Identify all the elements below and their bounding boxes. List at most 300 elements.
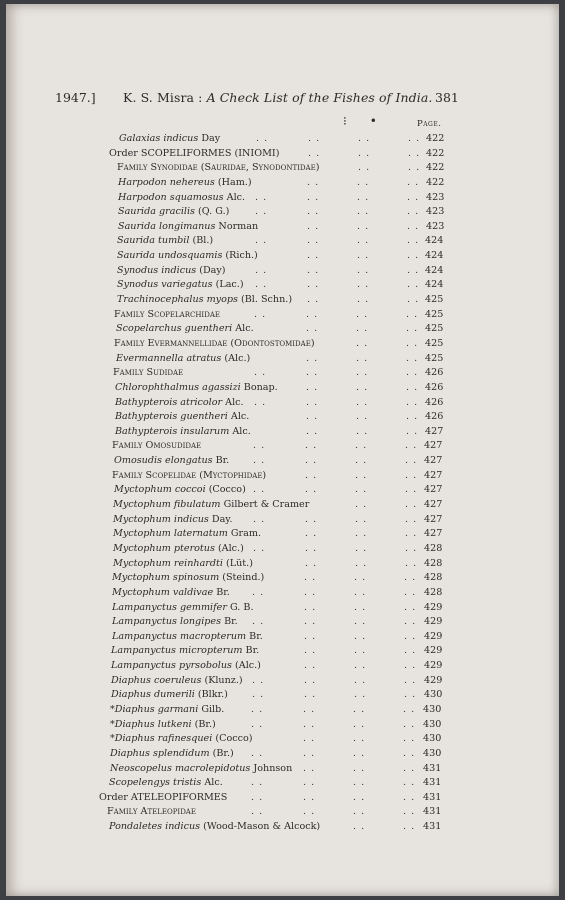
dot-leader: . . [254, 396, 267, 408]
species-name: Myctophum coccoi [114, 484, 206, 496]
checklist-row [6, 719, 559, 734]
authority: (Cocco) [205, 484, 246, 496]
species-entry [112, 616, 238, 627]
dot-leader: . . [306, 352, 319, 364]
page-reference: 429 [424, 660, 443, 672]
authority: Br. [213, 586, 230, 598]
dot-leader: . . [356, 308, 369, 320]
page-reference: 424 [425, 279, 444, 291]
authority: Alc. [201, 777, 223, 789]
dot-leader: . . [354, 660, 367, 672]
checklist-row [6, 323, 559, 338]
checklist-row [6, 763, 559, 778]
page-reference: 427 [424, 469, 443, 481]
species-entry [114, 455, 229, 466]
checklist-row [6, 602, 559, 617]
dot-leader: . . [407, 279, 420, 291]
dot-leader: . . [405, 455, 418, 467]
authority: Br. [242, 645, 260, 657]
dot-leader: . . [252, 674, 265, 686]
family-entry [113, 367, 183, 378]
dot-leader: . . [405, 440, 418, 452]
authority: (Steind.) [219, 572, 265, 584]
dot-leader: . . [356, 381, 369, 393]
dot-leader: . . [251, 806, 264, 818]
authority: (Alc.) [214, 542, 244, 554]
page-reference: 424 [425, 264, 444, 276]
species-name: Saurida gracilis [118, 206, 195, 218]
dot-leader: . . [403, 806, 416, 818]
page-reference: 427 [424, 513, 443, 525]
checklist-row [6, 792, 559, 807]
page-column-header: Page. [417, 119, 442, 129]
authority: (Br.) [191, 718, 216, 730]
checklist-row [6, 528, 559, 543]
species-entry [115, 397, 244, 408]
species-name: Galaxias indicus [119, 133, 199, 144]
dot-leader: . . [405, 469, 418, 481]
authority: Alc. [227, 411, 250, 423]
page-reference: 427 [424, 499, 443, 511]
dot-leader: . . [354, 601, 367, 613]
dot-leader: . . [307, 176, 320, 188]
header-page-number: 381 [435, 90, 459, 105]
checklist-row [6, 338, 559, 353]
dot-leader: . . [353, 821, 366, 833]
checklist-row [6, 470, 559, 485]
dot-leader: . . [304, 674, 317, 686]
dot-leader: . . [307, 279, 320, 291]
species-entry [115, 426, 251, 437]
species-name: Saurida undosquamis [117, 250, 223, 262]
page-reference: 429 [424, 674, 443, 686]
dot-leader: . . [403, 762, 416, 774]
dot-leader: . . [353, 733, 366, 745]
page-reference: 422 [426, 176, 445, 188]
page-reference: 429 [424, 616, 443, 628]
dot-leader: . . [404, 674, 417, 686]
authority: Gilbert & Cramer [220, 499, 310, 511]
page-reference: 426 [425, 381, 444, 393]
dot-leader: . . [306, 308, 319, 320]
dot-leader: . . [307, 250, 320, 262]
family-entry [107, 806, 196, 817]
dot-leader: . . [405, 499, 418, 511]
authority: Gilb. [198, 703, 225, 715]
dot-leader: . . [308, 147, 321, 159]
dot-leader: . . [307, 294, 320, 306]
dot-leader: . . [305, 513, 318, 525]
dot-leader: . . [303, 733, 316, 745]
dot-leader: . . [305, 542, 318, 554]
checklist-row [6, 294, 559, 309]
authority: (Lac.) [212, 279, 244, 291]
dot-leader: . . [308, 133, 321, 144]
checklist-row [6, 689, 559, 704]
species-name: *Diaphus lutkeni [110, 718, 192, 730]
dot-leader: . . [305, 557, 318, 569]
checklist-row [6, 367, 559, 382]
species-entry [117, 294, 292, 305]
dot-leader: . . [355, 455, 368, 467]
checklist-row [6, 572, 559, 587]
dot-leader: . . [254, 308, 267, 320]
family-name: Family Sudidae [113, 367, 184, 379]
checklist-row [6, 645, 559, 660]
dot-leader: . . [305, 440, 318, 452]
page-reference: 430 [423, 718, 442, 730]
species-entry [110, 704, 224, 715]
authority: (Alc.) [231, 660, 261, 672]
checklist-row [6, 484, 559, 499]
page-reference: 425 [425, 337, 444, 349]
dot-leader: . . [255, 264, 268, 276]
dot-leader: . . [355, 528, 368, 540]
authority: Alc. [232, 323, 254, 335]
dot-leader: . . [358, 162, 371, 174]
page-reference: 424 [425, 250, 444, 262]
checklist-row [6, 660, 559, 675]
page-reference: 427 [424, 484, 443, 496]
species-entry [118, 206, 229, 217]
dot-leader: . . [355, 440, 368, 452]
header-title [123, 90, 432, 105]
authority: Alc. [222, 396, 244, 408]
species-entry [117, 265, 226, 276]
dot-leader: . . [405, 513, 418, 525]
dot-leader: . . [251, 718, 264, 730]
species-entry [110, 748, 234, 759]
dot-leader: . . [407, 220, 420, 232]
species-entry [110, 733, 253, 744]
species-entry [112, 602, 254, 613]
dot-leader: . . [306, 323, 319, 335]
species-entry [119, 133, 220, 144]
species-entry [117, 250, 258, 261]
authority: Br. [212, 455, 230, 467]
page-reference: 431 [423, 806, 442, 818]
dot-leader: . . [356, 337, 369, 349]
dot-leader: . . [303, 703, 316, 715]
order-entry [99, 792, 227, 803]
header-year: 1947.] [55, 90, 96, 105]
checklist-row [6, 704, 559, 719]
dot-leader: . . [405, 542, 418, 554]
authority: (Day) [196, 264, 226, 276]
page-reference: 430 [423, 747, 442, 759]
dot-leader: . . [404, 586, 417, 598]
page-reference: 423 [426, 220, 445, 232]
species-name: Neoscopelus macrolepidotus [110, 762, 251, 774]
dot-leader: . . [406, 425, 419, 437]
dot-leader: . . [307, 220, 320, 232]
page-reference: 425 [425, 294, 444, 306]
authority: (Cocco) [212, 733, 253, 745]
checklist-row [6, 675, 559, 690]
species-entry [111, 689, 228, 700]
species-name: Pondaletes indicus [109, 821, 201, 833]
dot-leader: . . [354, 674, 367, 686]
page-reference: 422 [426, 162, 445, 174]
family-name: Family Ateleopidae [107, 806, 196, 818]
dot-leader: . . [356, 411, 369, 423]
checklist-row [6, 177, 559, 192]
family-name: Family Scopelidae (Myctophidae) [112, 469, 267, 481]
family-name: Family Omosudidae [112, 440, 202, 452]
dot-leader: . . [404, 645, 417, 657]
dot-leader: . . [251, 791, 264, 803]
dot-leader: . . [356, 367, 369, 379]
species-entry [112, 631, 263, 642]
dot-leader: . . [406, 323, 419, 335]
species-name: Harpodon nehereus [118, 176, 215, 188]
order-entry [109, 148, 279, 159]
species-entry [113, 514, 232, 525]
checklist-row [6, 279, 559, 294]
species-name: Diaphus dumerili [111, 689, 195, 701]
family-entry [114, 338, 315, 349]
species-entry [118, 221, 258, 232]
page-reference: 428 [424, 586, 443, 598]
species-name: Trachinocephalus myops [117, 294, 238, 306]
checklist-row [6, 631, 559, 646]
checklist-row [6, 309, 559, 324]
dot-leader: . . [354, 586, 367, 598]
dot-leader: . . [303, 791, 316, 803]
checklist-row [6, 235, 559, 250]
dot-leader: . . [355, 513, 368, 525]
dot-leader: . . [255, 279, 268, 291]
authority: (Rich.) [222, 250, 258, 262]
dot-leader: . . [253, 455, 266, 467]
dot-leader: . . [354, 689, 367, 701]
dot-leader: . . [303, 806, 316, 818]
dot-leader: . . [307, 235, 320, 247]
dot-leader: . . [355, 499, 368, 511]
species-name: Bathypterois insularum [115, 425, 230, 437]
species-name: Myctophum valdivae [112, 586, 214, 598]
dot-leader: . . [406, 352, 419, 364]
species-name: Myctophum laternatum [113, 528, 228, 540]
species-name: Bathypterois guentheri [115, 411, 228, 423]
page-reference: 423 [426, 191, 445, 203]
dot-leader: . . [304, 660, 317, 672]
dot-leader: . . [406, 381, 419, 393]
checklist-row [6, 162, 559, 177]
species-name: Myctophum fibulatum [113, 499, 221, 511]
authority: Day [198, 133, 221, 144]
dot-leader: . . [354, 645, 367, 657]
species-entry [117, 235, 213, 246]
species-name: Synodus indicus [117, 264, 197, 276]
checklist-row [6, 426, 559, 441]
dot-leader: . . [355, 484, 368, 496]
species-name: Evermannella atratus [116, 352, 222, 364]
authority: Alc. [229, 425, 251, 437]
dot-leader: . . [305, 484, 318, 496]
species-name: Scopelengys tristis [109, 777, 202, 789]
dot-leader: . . [405, 484, 418, 496]
checklist-row [6, 221, 559, 236]
dot-leader: . . [307, 264, 320, 276]
dot-leader: . . [306, 396, 319, 408]
dot-leader: . . [355, 557, 368, 569]
dot-leader: . . [303, 762, 316, 774]
species-name: Myctophum spinosum [112, 572, 220, 584]
dot-leader: . . [356, 352, 369, 364]
dot-leader: . . [353, 762, 366, 774]
dot-leader: . . [305, 455, 318, 467]
dot-leader: . . [357, 279, 370, 291]
page-reference: 431 [423, 762, 442, 774]
species-entry [109, 821, 320, 832]
species-name: Myctophum pterotus [113, 542, 215, 554]
dot-leader: . . [304, 689, 317, 701]
checklist-row [6, 455, 559, 470]
dot-leader: . . [305, 469, 318, 481]
species-name: *Diaphus garmani [110, 703, 199, 715]
page-reference: 425 [425, 323, 444, 335]
dot-leader: . . [407, 250, 420, 262]
species-name: Saurida longimanus [118, 220, 216, 232]
dot-leader: . . [407, 191, 420, 203]
checklist-row [6, 353, 559, 368]
page-reference: 431 [423, 791, 442, 803]
dot-leader: . . [353, 703, 366, 715]
checklist-row [6, 133, 559, 148]
dot-leader: . . [353, 806, 366, 818]
dot-leader: . . [254, 367, 267, 379]
page-reference: 427 [424, 455, 443, 467]
species-name: Lampanyctus gemmifer [112, 601, 227, 613]
dot-leader: . . [354, 572, 367, 584]
dot-leader: . . [353, 718, 366, 730]
authority: Johnson [250, 762, 293, 774]
family-name: Family Scopelarchidae [114, 308, 220, 320]
dot-leader: . . [306, 367, 319, 379]
dot-leader: . . [255, 191, 268, 203]
family-name: Family Evermannellidae (Odontostomidae) [114, 337, 315, 349]
dot-leader: . . [407, 206, 420, 218]
species-name: Myctophum indicus [113, 513, 209, 525]
family-entry [112, 440, 201, 451]
dot-leader: . . [251, 747, 264, 759]
authority: (Bl. Schn.) [237, 294, 293, 306]
species-entry [112, 572, 264, 583]
page-reference: 430 [423, 703, 442, 715]
checklist-row [6, 821, 559, 836]
dot-leader: . . [406, 308, 419, 320]
header-author: K. S. Misra : [123, 90, 203, 105]
order-name: Order SCOPELIFORMES (INIOMI) [109, 147, 280, 159]
dot-leader: . . [255, 206, 268, 218]
dot-leader: . . [406, 367, 419, 379]
dot-leader: . . [307, 206, 320, 218]
authority: (Blkr.) [194, 689, 228, 701]
species-name: Bathypterois atricolor [115, 396, 223, 408]
checklist-row [6, 777, 559, 792]
dot-leader: . . [255, 235, 268, 247]
checklist-row [6, 148, 559, 163]
species-name: Scopelarchus guentheri [116, 323, 233, 335]
species-entry [110, 719, 216, 730]
order-name: Order ATELEOPIFORMES [99, 791, 228, 803]
dot-leader: . . [304, 645, 317, 657]
dot-leader: . . [252, 616, 265, 628]
dot-leader: . . [403, 791, 416, 803]
dot-leader: . . [404, 630, 417, 642]
species-entry [118, 192, 245, 203]
dot-leader: . . [403, 777, 416, 789]
species-name: Lampanyctus pyrsobolus [111, 660, 232, 672]
dot-leader: . . [408, 162, 421, 174]
dot-leader: . . [357, 235, 370, 247]
dot-leader: . . [304, 586, 317, 598]
dot-leader: . . [253, 513, 266, 525]
authority: (Br.) [209, 747, 234, 759]
ink-marks: ⁝ • [343, 114, 377, 128]
dot-leader: . . [353, 791, 366, 803]
checklist-row [6, 499, 559, 514]
dot-leader: . . [357, 264, 370, 276]
checklist-row [6, 397, 559, 412]
species-entry [113, 528, 261, 539]
dot-leader: . . [306, 381, 319, 393]
dot-leader: . . [306, 411, 319, 423]
checklist-row [6, 543, 559, 558]
dot-leader: . . [357, 206, 370, 218]
species-name: Lampanyctus longipes [112, 616, 222, 628]
species-name: Diaphus splendidum [110, 747, 210, 759]
authority: (Lüt.) [222, 557, 253, 569]
dot-leader: . . [357, 294, 370, 306]
dot-leader: . . [406, 411, 419, 423]
authority: (Alc.) [221, 352, 251, 364]
family-name: Family Synodidae (Sauridae, Synodontidae) [117, 162, 320, 174]
species-name: *Diaphus rafinesquei [110, 733, 213, 745]
authority: G. B. [226, 601, 254, 613]
species-entry [111, 675, 243, 686]
dot-leader: . . [407, 294, 420, 306]
dot-leader: . . [256, 133, 269, 144]
species-name: Synodus variegatus [117, 279, 213, 291]
dot-leader: . . [403, 733, 416, 745]
checklist-entries [6, 133, 559, 836]
dot-leader: . . [353, 747, 366, 759]
dot-leader: . . [252, 586, 265, 598]
dot-leader: . . [403, 747, 416, 759]
dot-leader: . . [403, 703, 416, 715]
dot-leader: . . [357, 220, 370, 232]
checklist-row [6, 616, 559, 631]
header-article-title: A Check List of the Fishes of India. [206, 90, 433, 105]
family-entry [117, 162, 319, 173]
page-reference: 427 [425, 425, 444, 437]
dot-leader: . . [253, 440, 266, 452]
dot-leader: . . [304, 601, 317, 613]
dot-leader: . . [404, 572, 417, 584]
dot-leader: . . [407, 176, 420, 188]
dot-leader: . . [305, 528, 318, 540]
dot-leader: . . [407, 264, 420, 276]
species-entry [115, 382, 278, 393]
species-name: Lampanyctus micropterum [111, 645, 243, 657]
page-reference: 426 [425, 411, 444, 423]
authority: (Bl.) [189, 235, 214, 247]
species-name: Omosudis elongatus [114, 455, 213, 467]
page-reference: 422 [426, 147, 445, 159]
authority: (Wood-Mason & Alcock) [200, 821, 321, 833]
